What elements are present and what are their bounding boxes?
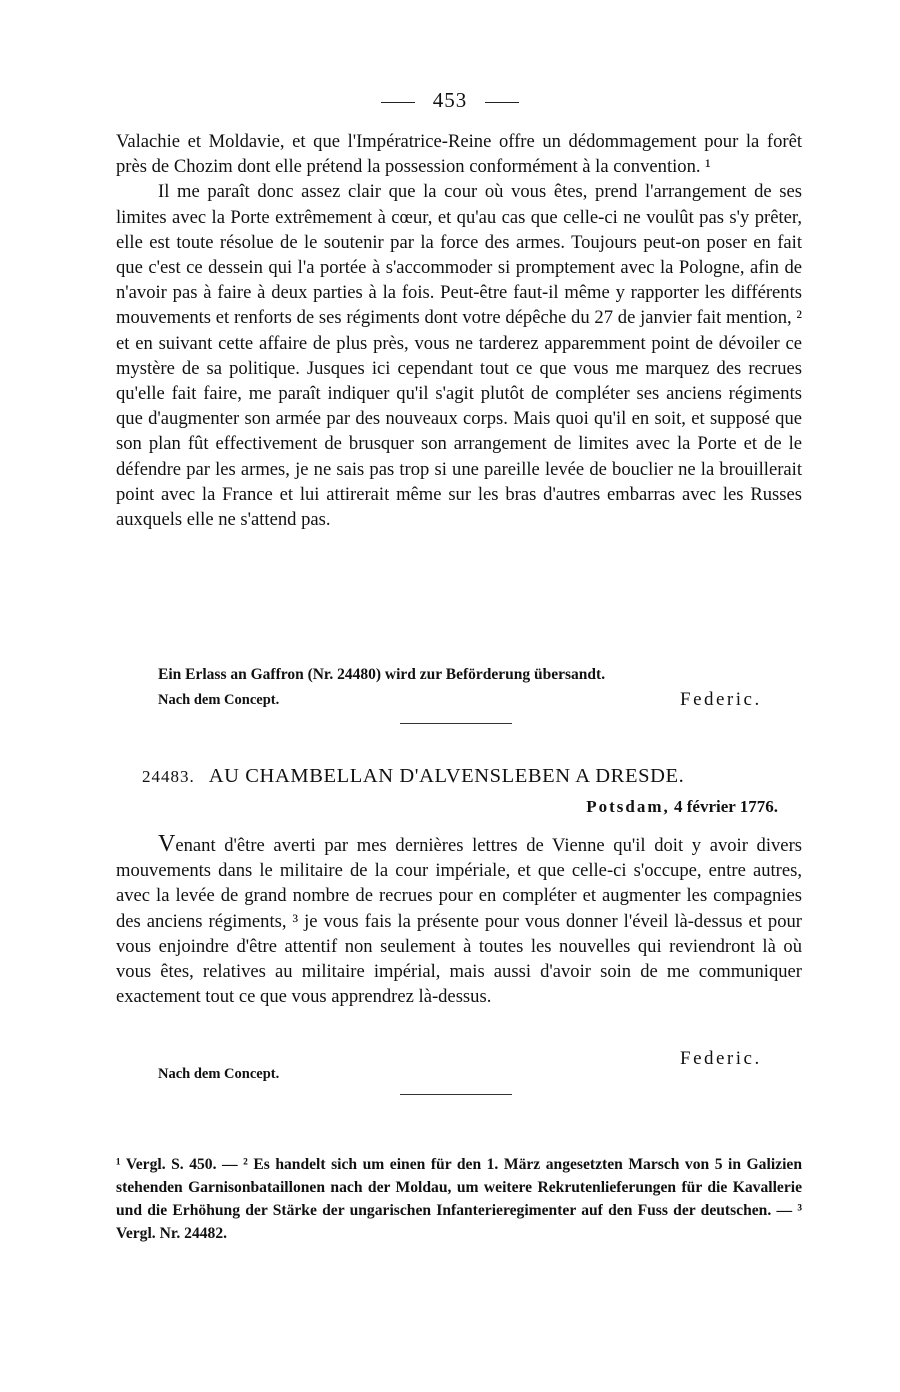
letter-paragraph-text: enant d'être averti par mes dernières lettres de Vienne qu'il doit y avoir divers mouvements dans le militaire de la cour impériale, et que celle-ci s'occupe, entre autres, avec la levée de grand nombre de recrues pour en compléter et augmenter les compagnies des anciens régiments, ³ je vous fais la présente pour vous donner l'éveil là-dessus et pour vous enjoindre d'être attentif non seulement à toutes les nouvelles qui reviendront là où vous êtes, relatives au militaire impérial, mais aussi d'avoir soin de me communiquer exactement tout ce que vous apprendrez là-dessus. xyxy=(116,835,802,1008)
letter-number: 24483. xyxy=(142,767,195,786)
paragraph-2: Il me paraît donc assez clair que la cour où vous êtes, prend l'arrangement de ses limites avec la Porte extrêmement à cœur, et qu'au cas que celle-ci ne voulût pas s'y prêter, elle est toute résolue de le soutenir par la force des armes. Toujours peut-on poser en fait que c'est ce dessein qui l'a portée à s'accommoder si promptement avec la Pologne, afin de n'avoir pas à faire à deux parties à la fois. Peut-être faut-il même y rapporter les différents mouvements et renforts de ses régiments dont votre dépêche du 27 de janvier fait mention, ² et en suivant cette affaire de plus près, vous ne tarderez apparemment point de dévoiler ce mystère de sa politique. Jusques ici cependant tout ce que vous me marquez des recrues qu'elle fait faire, me paraît indiquer qu'il s'agit plutôt de compléter ses anciens régiments que d'augmenter son armée par des nouveaux corps. Mais quoi qu'il en soit, et supposé que son plan fût effectivement de brusquer son arrangement de limites avec la Porte et de le défendre par les armes, je ne sais pas trop si une pareille levée de bouclier ne la brouillerait point avec la France et lui attirerait même sur les bras d'autres embarras avec les Russes auxquels elle ne s'attend pas. xyxy=(116,181,802,531)
letter-heading xyxy=(142,765,684,788)
dateline-date: 4 février 1776. xyxy=(673,797,778,816)
section-separator-2 xyxy=(400,1094,512,1095)
source-note-1: Nach dem Concept. xyxy=(158,692,280,708)
footnotes: ¹ Vergl. S. 450. — ² Es handelt sich um einen für den 1. März angesetzten Marsch von 5 in Galizien stehenden Garnisonbataillonen nach der Moldau, um weitere Rekrutenlieferungen für die Kavallerie und die Erhöhung der Stärke der ungarischen Infanterieregimenter auf den Fuss der deutschen. — ³ Vergl. Nr. 24482. xyxy=(116,1156,802,1242)
section-separator-1 xyxy=(400,723,512,724)
letter-body xyxy=(116,832,802,1009)
page-number-line xyxy=(0,88,900,113)
page-number-rule-right xyxy=(485,102,519,103)
dateline-place: Potsdam, xyxy=(586,797,670,816)
initial-letter: V xyxy=(158,831,176,857)
signature-2: Federic. xyxy=(680,1048,762,1069)
letter-title: AU CHAMBELLAN D'ALVENSLEBEN A DRESDE. xyxy=(208,765,685,787)
page-number-rule-left xyxy=(381,102,415,103)
paragraph-1: Valachie et Moldavie, et que l'Impératrice-Reine offre un dédommagement pour la forêt près de Chozim dont elle prétend la possession conformément à la convention. ¹ xyxy=(116,131,802,178)
dateline xyxy=(586,797,778,817)
page-number: 453 xyxy=(432,88,468,112)
letter-continuation xyxy=(116,129,802,532)
letter-paragraph xyxy=(116,832,802,1009)
source-note-2: Nach dem Concept. xyxy=(158,1066,280,1082)
signature-1: Federic. xyxy=(680,689,762,710)
forwarding-note: Ein Erlass an Gaffron (Nr. 24480) wird zur Beförderung übersandt. xyxy=(158,666,606,683)
